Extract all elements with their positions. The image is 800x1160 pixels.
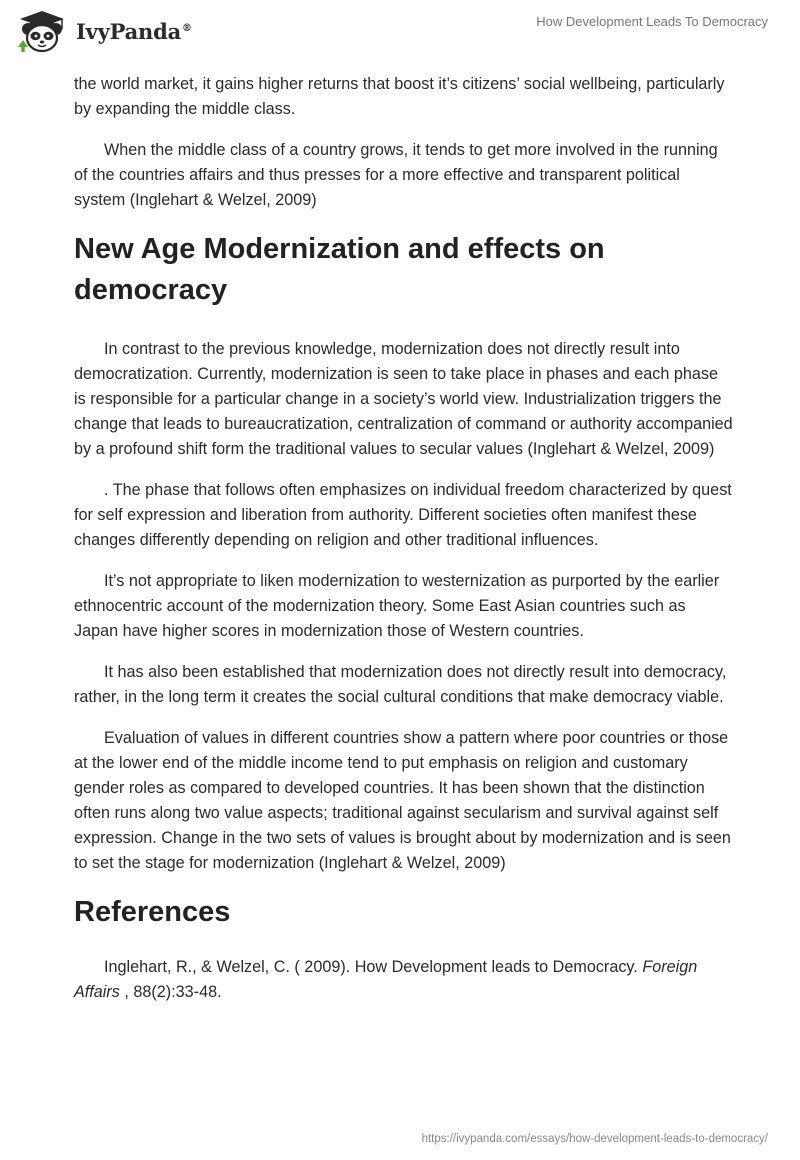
paragraph-westernization: It’s not appropriate to liken modernization to westernization as purported by the earlier ethnocentric account of the modernization theory. Some East Asian countries such as Japan have higher scores in modernization those of Western countries.	[74, 572, 720, 640]
panda-graduate-icon	[14, 9, 70, 53]
ivypanda-logo[interactable]	[14, 9, 192, 53]
section-heading-references: References	[74, 896, 231, 928]
reference-journal: Foreign Affairs	[74, 958, 698, 1001]
reference-authors-title: Inglehart, R., & Welzel, C. ( 2009). How Development leads to Democracy.	[104, 958, 638, 976]
document-title: How Development Leads To Democracy	[536, 14, 768, 29]
paragraph-phase: . The phase that follows often emphasizes on individual freedom characterized by quest for self expression and liberation from authority. Different societies often manifest these changes differently depending on religion and other traditional influences.	[74, 481, 732, 549]
brand-name: IvyPanda®	[76, 18, 192, 44]
paragraph-continued: the world market, it gains higher returns that boost it’s citizens’ social wellbeing, particularly by expanding the middle class.	[74, 75, 725, 118]
page-header	[0, 0, 800, 60]
paragraph-middle-class: When the middle class of a country grows, it tends to get more involved in the running of the countries affairs and thus presses for a more effective and transparent political system (Inglehart & Welzel, 2009)	[74, 141, 718, 209]
paragraph-established: It has also been established that modernization does not directly result into democracy, rather, in the long term it creates the social cultural conditions that make democracy viable.	[74, 663, 727, 706]
reference-entry	[74, 955, 734, 1005]
essay-content	[74, 72, 734, 1021]
registered-mark: ®	[182, 22, 192, 34]
source-url[interactable]: https://ivypanda.com/essays/how-development-leads-to-democracy/	[421, 1133, 768, 1145]
reference-volume-pages: , 88(2):33-48.	[119, 983, 222, 1001]
paragraph-contrast: In contrast to the previous knowledge, modernization does not directly result into democratization. Currently, modernization is seen to take place in phases and each phase is responsible for a particular change in a society’s world view. Industrialization triggers the change that leads to bureaucratization, centralization of command or authority accompanied by a profound shift form the traditional values to secular values (Inglehart & Welzel, 2009)	[74, 340, 733, 458]
section-heading-new-age: New Age Modernization and effects on democracy	[74, 233, 605, 306]
paragraph-evaluation: Evaluation of values in different countries show a pattern where poor countries or those at the lower end of the middle income tend to put emphasis on religion and customary gender roles as compared to developed countries. It has been shown that the distinction often runs along two value aspects; traditional against secularism and survival against self expression. Change in the two sets of values is brought about by modernization and is seen to set the stage for modernization (Inglehart & Welzel, 2009)	[74, 729, 731, 872]
